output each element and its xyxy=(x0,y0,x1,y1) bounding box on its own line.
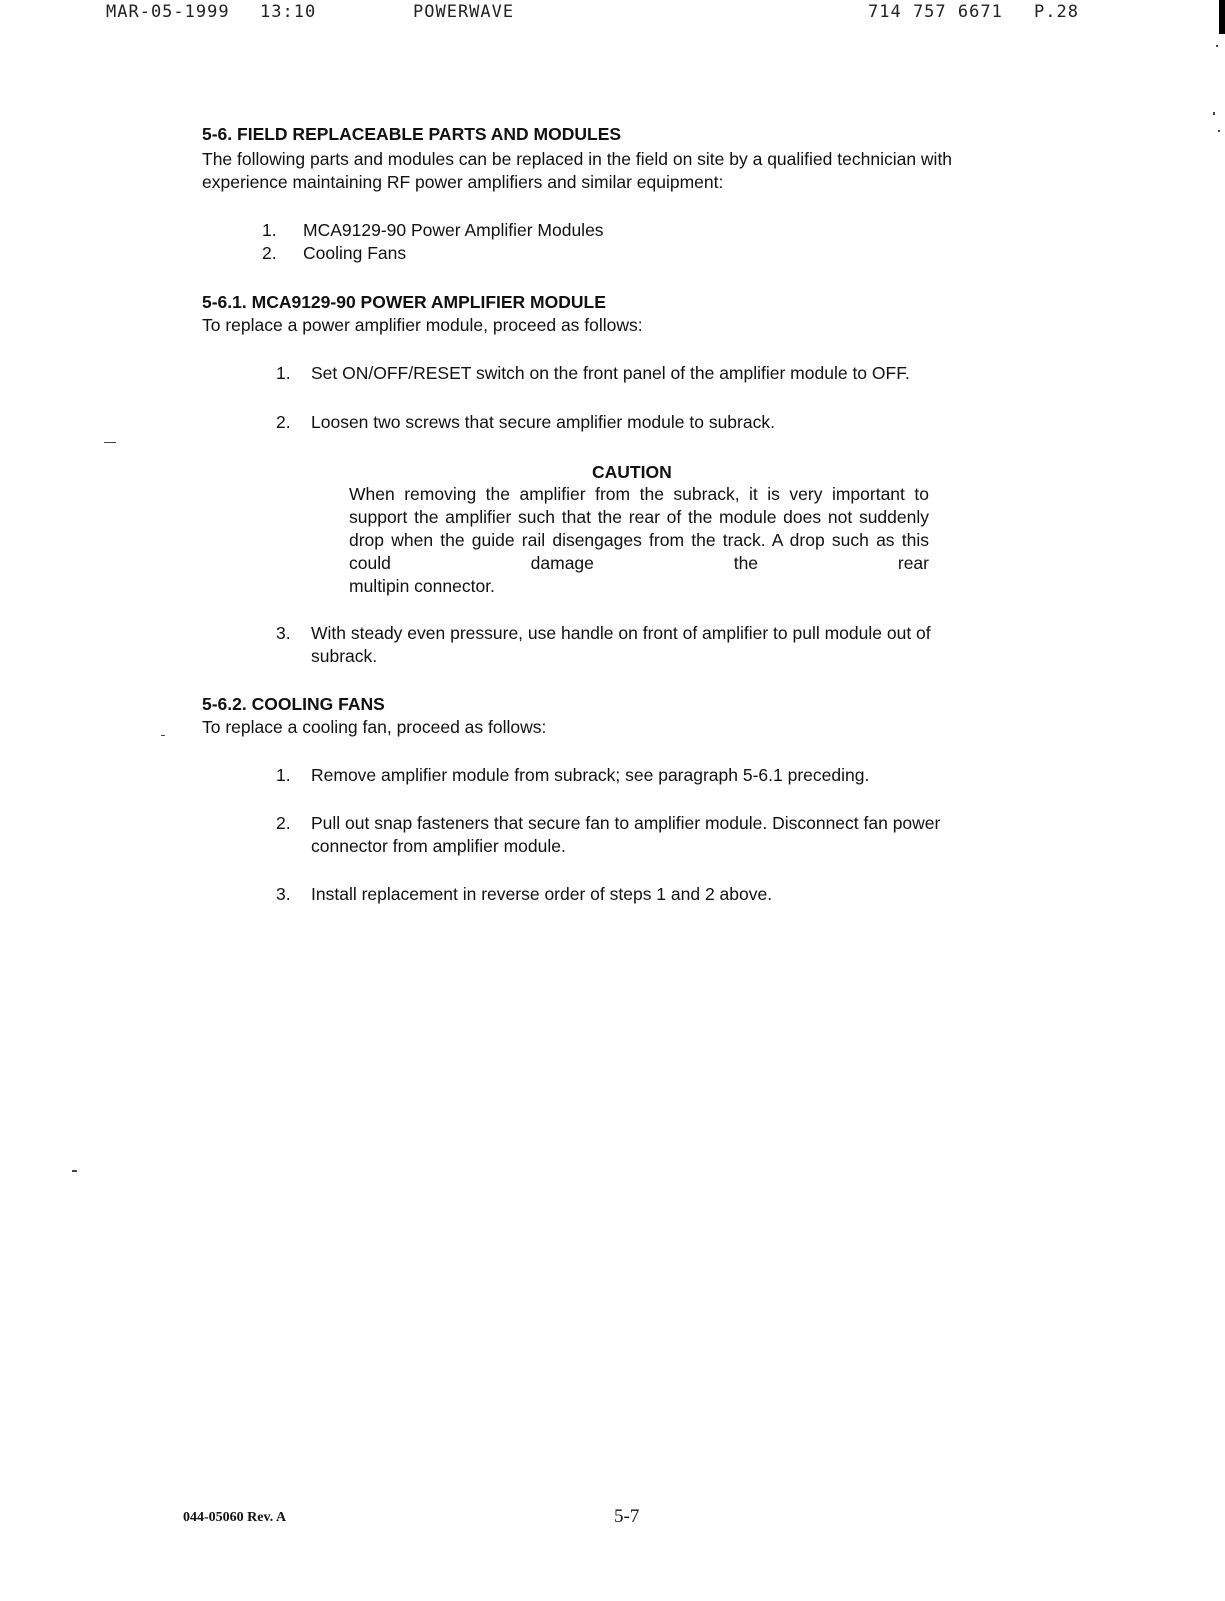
module-heading: 5-6.1. MCA9129-90 POWER AMPLIFIER MODULE xyxy=(202,292,606,312)
caution-box xyxy=(349,483,929,598)
scan-speck xyxy=(161,735,165,736)
fans-step-text-continued: connector from amplifier module. xyxy=(311,836,566,856)
fans-step-number: 2. xyxy=(276,813,291,833)
scan-speck xyxy=(1216,45,1218,47)
parts-item-number: 2. xyxy=(262,243,277,263)
parts-item-number: 1. xyxy=(262,220,277,240)
scan-speck xyxy=(72,1170,77,1172)
module-step-text: Loosen two screws that secure amplifier module to subrack. xyxy=(311,412,775,432)
fax-edge-mark xyxy=(1219,0,1225,34)
fax-sender: POWERWAVE xyxy=(413,2,515,22)
fans-intro: To replace a cooling fan, proceed as follows: xyxy=(202,717,547,737)
module-step-number: 2. xyxy=(276,412,291,432)
fax-phone: 714 757 6671 xyxy=(868,2,1003,22)
module-step-text: With steady even pressure, use handle on front of amplifier to pull module out of xyxy=(311,623,931,643)
caution-text: When removing the amplifier from the subrack, it is very important to support the amplifier such that the rear of the module does not suddenly drop when the guide rail disengages from the track. A drop such as this could damage the rear xyxy=(349,484,929,573)
fax-date: MAR-05-1999 xyxy=(106,2,230,22)
footer-page-number: 5-7 xyxy=(614,1506,640,1527)
fans-step-text: Remove amplifier module from subrack; see paragraph 5-6.1 preceding. xyxy=(311,765,870,785)
scan-speck xyxy=(1213,112,1215,115)
caution-title: CAUTION xyxy=(592,462,672,482)
scan-speck xyxy=(1218,130,1220,132)
fans-step-number: 3. xyxy=(276,884,291,904)
module-step-number: 1. xyxy=(276,363,291,383)
fans-step-number: 1. xyxy=(276,765,291,785)
module-step-text-continued: subrack. xyxy=(311,646,378,666)
module-intro: To replace a power amplifier module, proceed as follows: xyxy=(202,315,643,335)
parts-item-text: Cooling Fans xyxy=(303,243,407,263)
fax-page-number: P.28 xyxy=(1034,2,1079,22)
module-step-number: 3. xyxy=(276,623,291,643)
fax-time: 13:10 xyxy=(260,2,317,22)
parts-item-text: MCA9129-90 Power Amplifier Modules xyxy=(303,220,604,240)
fans-step-text: Pull out snap fasteners that secure fan to amplifier module. Disconnect fan power xyxy=(311,813,941,833)
fans-step-text: Install replacement in reverse order of steps 1 and 2 above. xyxy=(311,884,773,904)
section-intro-line-1: The following parts and modules can be replaced in the field on site by a qualified technician with xyxy=(202,149,953,169)
fans-heading: 5-6.2. COOLING FANS xyxy=(202,694,385,714)
module-step-text: Set ON/OFF/RESET switch on the front panel of the amplifier module to OFF. xyxy=(311,363,910,383)
section-heading: 5-6. FIELD REPLACEABLE PARTS AND MODULES xyxy=(202,124,622,144)
footer-doc-number: 044-05060 Rev. A xyxy=(183,1510,287,1525)
scan-speck xyxy=(104,442,116,443)
section-intro-line-2: experience maintaining RF power amplifiers and similar equipment: xyxy=(202,172,724,192)
caution-text-end: multipin connector. xyxy=(349,576,495,596)
